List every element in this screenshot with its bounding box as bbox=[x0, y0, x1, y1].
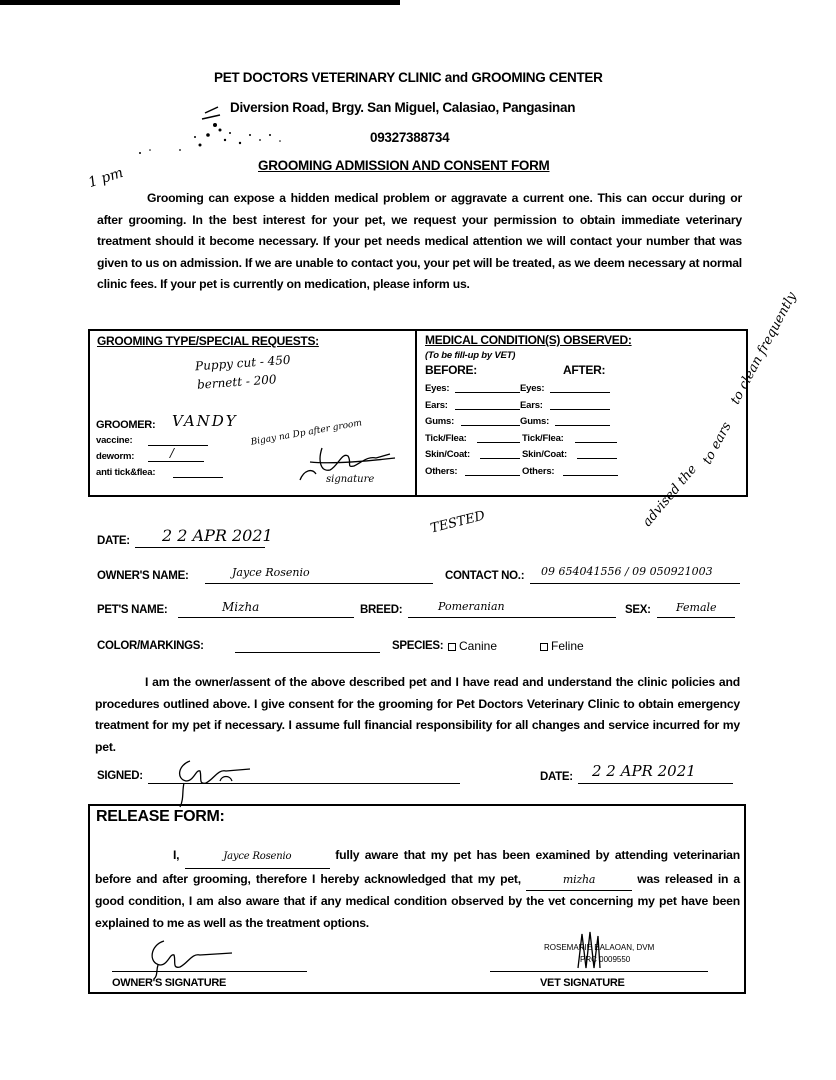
tested-note: TESTED bbox=[429, 508, 487, 537]
after-field-label: Eyes: bbox=[520, 383, 545, 394]
scan-edge-bar bbox=[0, 0, 400, 5]
medical-row bbox=[425, 383, 625, 400]
medical-subtitle: (To be fill-up by VET) bbox=[425, 350, 516, 361]
date-line[interactable] bbox=[135, 547, 265, 548]
before-field-label: Ears: bbox=[425, 399, 448, 411]
vet-stamp-name: ROSEMARIE BALAOAN, DVM bbox=[544, 943, 655, 952]
after-field-line[interactable] bbox=[555, 425, 610, 426]
vet-signature-line[interactable] bbox=[490, 971, 708, 972]
before-field-line[interactable] bbox=[455, 409, 520, 410]
owner-label: OWNER'S NAME: bbox=[97, 570, 189, 582]
pet-name-value: Mizha bbox=[222, 600, 260, 614]
grooming-request-1: Puppy cut - 450 bbox=[194, 352, 291, 374]
after-field-label: Skin/Coat: bbox=[522, 449, 567, 460]
owner-value: Jayce Rosenio bbox=[232, 566, 310, 579]
clinic-address: Diversion Road, Brgy. San Miguel, Calasiao, Pangasinan bbox=[230, 100, 576, 115]
deworm-label: deworm: bbox=[96, 451, 135, 462]
release-pet-field[interactable] bbox=[526, 869, 632, 892]
signed-label: SIGNED: bbox=[97, 770, 143, 782]
color-line[interactable] bbox=[235, 652, 380, 653]
side-note-2: to ears bbox=[700, 419, 735, 468]
form-title: GROOMING ADMISSION AND CONSENT FORM bbox=[258, 158, 550, 173]
vaccine-line[interactable] bbox=[148, 445, 208, 446]
sex-line[interactable] bbox=[657, 617, 735, 618]
intro-paragraph: Grooming can expose a hidden medical problem or aggravate a current one. This can occur during or after grooming. In the best interest for your pet, we request your permission to obtain immediate veterinary treatment should it become necessary. If your pet needs medical attention we will contact your number that was given to us on admission. If we are unable to contact you, your pet will be treated, as we deem necessary at normal clinic fees. If your pet is currently on medication, please inform us. bbox=[97, 191, 742, 291]
canine-checkbox[interactable] bbox=[448, 643, 456, 651]
release-owner-field[interactable] bbox=[185, 845, 330, 869]
medical-row bbox=[425, 416, 625, 433]
before-field-label: Gums: bbox=[425, 416, 455, 427]
release-text-2: was released in a good condition, I am also aware that if any medical condition observed by the vet concerning my pet have been explained to me as well as the treatment options. bbox=[95, 871, 741, 930]
species-feline-option[interactable] bbox=[540, 639, 584, 653]
groomer-note: Bigay na Dp after groom bbox=[249, 418, 363, 448]
date2-line[interactable] bbox=[578, 783, 733, 784]
sex-label: SEX: bbox=[625, 604, 651, 616]
breed-line[interactable] bbox=[408, 617, 616, 618]
release-text-1: fully aware that my pet has been examined by attending veterinarian before and after grooming, therefore I hereby acknowledged that my pet, bbox=[95, 848, 741, 886]
medical-row bbox=[425, 433, 625, 450]
owner-signature-main bbox=[160, 755, 270, 810]
after-field-line[interactable] bbox=[577, 458, 617, 459]
box-divider bbox=[415, 329, 417, 497]
logo-smudge bbox=[120, 105, 360, 165]
medical-row bbox=[425, 466, 625, 483]
grooming-request-2: bernett - 200 bbox=[196, 372, 277, 392]
deworm-value: / bbox=[170, 446, 175, 460]
date2-label: DATE: bbox=[540, 771, 573, 783]
medical-rows bbox=[425, 383, 625, 482]
breed-value: Pomeranian bbox=[438, 600, 505, 613]
grooming-box-title: GROOMING TYPE/SPECIAL REQUESTS: bbox=[97, 334, 319, 348]
date2-value: 2 2 APR 2021 bbox=[592, 762, 696, 780]
medical-row bbox=[425, 449, 625, 466]
margin-note: 1 pm bbox=[86, 164, 126, 192]
before-field-line[interactable] bbox=[480, 458, 520, 459]
feline-label: Feline bbox=[551, 639, 584, 653]
deworm-line[interactable] bbox=[148, 461, 204, 462]
species-label: SPECIES: bbox=[392, 640, 444, 652]
groomer-value[interactable]: VANDY bbox=[172, 412, 238, 430]
date-value: 2 2 APR 2021 bbox=[162, 526, 273, 545]
release-pet-value: mizha bbox=[562, 872, 596, 886]
after-field-label: Others: bbox=[522, 465, 555, 477]
canine-label: Canine bbox=[459, 639, 498, 653]
before-field-label: Skin/Coat: bbox=[425, 449, 470, 460]
owner-signature-label: OWNER'S SIGNATURE bbox=[112, 977, 227, 989]
breed-label: BREED: bbox=[360, 604, 403, 616]
feline-checkbox[interactable] bbox=[540, 643, 548, 651]
after-field-label: Tick/Flea: bbox=[522, 432, 564, 444]
medical-row bbox=[425, 400, 625, 417]
release-title: RELEASE FORM: bbox=[96, 808, 225, 825]
pet-name-label: PET'S NAME: bbox=[97, 604, 168, 616]
sex-value: Female bbox=[676, 601, 717, 614]
side-note-3: advised the bbox=[640, 462, 701, 530]
before-field-line[interactable] bbox=[455, 392, 520, 393]
release-paragraph bbox=[95, 845, 740, 934]
after-field-line[interactable] bbox=[550, 409, 610, 410]
after-label: AFTER: bbox=[563, 363, 606, 377]
antitick-line[interactable] bbox=[173, 477, 223, 478]
before-label: BEFORE: bbox=[425, 363, 477, 377]
antitick-label: anti tick&flea: bbox=[96, 467, 156, 478]
release-owner-value: Jayce Rosenio bbox=[223, 851, 292, 862]
owner-signature-release bbox=[140, 935, 240, 980]
before-field-line[interactable] bbox=[465, 475, 520, 476]
release-i-label: I, bbox=[173, 848, 180, 862]
after-field-label: Ears: bbox=[520, 399, 543, 411]
date-label: DATE: bbox=[97, 535, 130, 547]
before-field-label: Others: bbox=[425, 465, 458, 477]
signature-caption: signature bbox=[326, 474, 375, 485]
before-field-label: Eyes: bbox=[425, 383, 450, 394]
vet-signature-label: VET SIGNATURE bbox=[540, 977, 625, 989]
before-field-label: Tick/Flea: bbox=[425, 432, 467, 444]
owner-signature-line[interactable] bbox=[112, 971, 307, 972]
clinic-name: PET DOCTORS VETERINARY CLINIC and GROOMING CENTER bbox=[214, 70, 603, 85]
before-field-line[interactable] bbox=[477, 442, 520, 443]
side-note-1: to clean frequently bbox=[728, 289, 800, 408]
after-field-line[interactable] bbox=[563, 475, 618, 476]
species-canine-option[interactable] bbox=[448, 639, 497, 653]
after-field-line[interactable] bbox=[575, 442, 617, 443]
owner-line[interactable] bbox=[205, 583, 433, 584]
medical-box-title: MEDICAL CONDITION(S) OBSERVED: bbox=[425, 333, 632, 347]
contact-label: CONTACT NO.: bbox=[445, 570, 525, 582]
contact-value: 09 654041556 / 09 050921003 bbox=[541, 565, 713, 578]
vaccine-label: vaccine: bbox=[96, 435, 133, 446]
groomer-label: GROOMER: bbox=[96, 419, 156, 431]
color-label: COLOR/MARKINGS: bbox=[97, 640, 204, 652]
before-field-line[interactable] bbox=[461, 425, 520, 426]
pet-name-line[interactable] bbox=[178, 617, 354, 618]
contact-line[interactable] bbox=[530, 583, 740, 584]
consent-paragraph: I am the owner/assent of the above described pet and I have read and understand the clinic policies and procedures outlined above. I give consent for the grooming for Pet Doctors Veterinary Clinic to obtain emergency treatment for my pet if necessary. I assume full financial responsibility for all changes and service incurred for my pet. bbox=[95, 675, 740, 754]
after-field-line[interactable] bbox=[550, 392, 610, 393]
vet-stamp-license: PRC 0009550 bbox=[580, 955, 631, 964]
after-field-label: Gums: bbox=[520, 416, 550, 427]
clinic-phone: 09327388734 bbox=[370, 130, 450, 145]
